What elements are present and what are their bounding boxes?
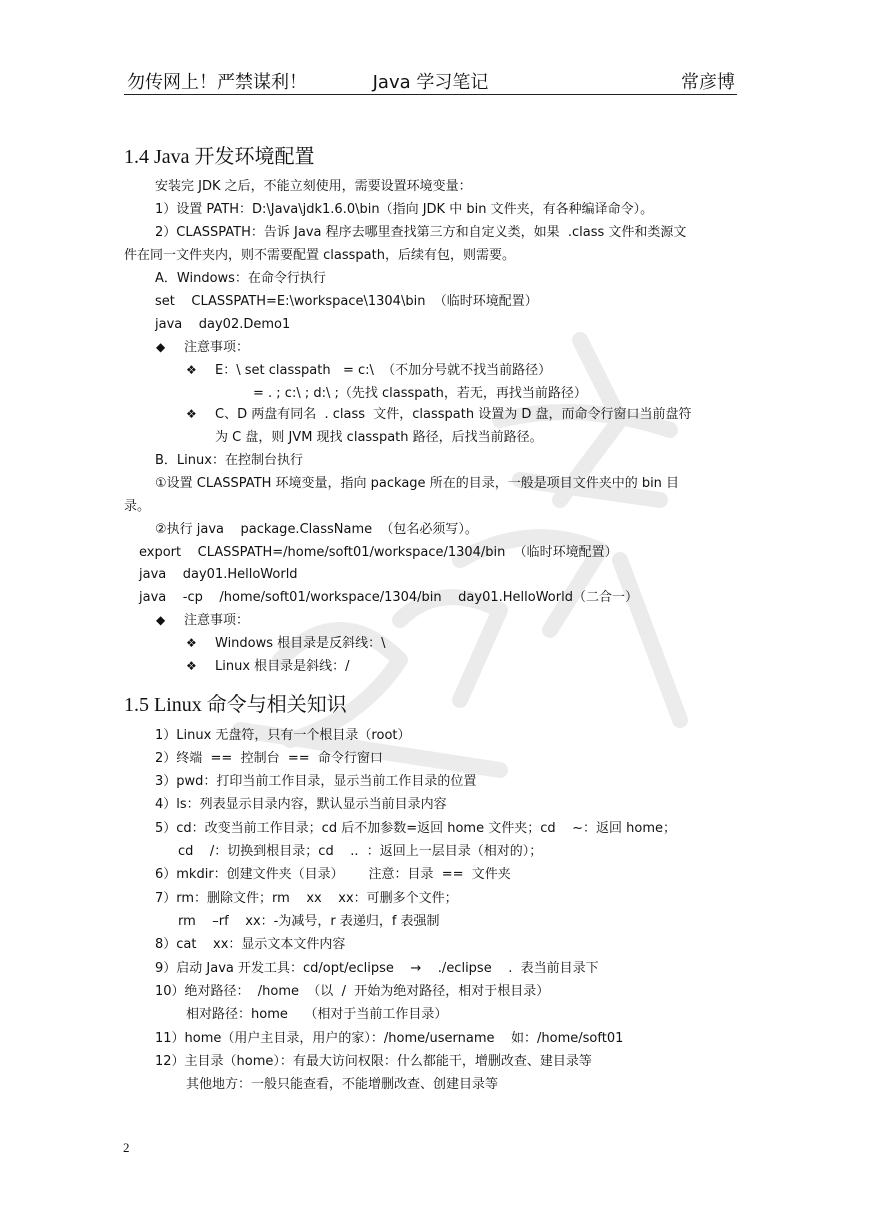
text-line: 2）CLASSPATH：告诉 Java 程序去哪里查找第三方和自定义类，如果 .class 文件和类源文 <box>155 225 687 240</box>
header-author: 常彦博 <box>681 72 735 93</box>
page-number: 2 <box>123 1140 130 1155</box>
code-line: set CLASSPATH=E:\workspace\1304\bin （临时环境配置） <box>155 294 538 309</box>
text-line: 5）cd：改变当前工作目录；cd 后不加参数=返回 home 文件夹；cd ~：返回 home； <box>155 821 677 836</box>
text-line: 9）启动 Java 开发工具：cd/opt/eclipse → ./eclipse . 表当前目录下 <box>155 961 599 976</box>
header-title: Java 学习笔记 <box>372 72 489 93</box>
text-line: 注意事项： <box>184 340 250 355</box>
code-line: java day02.Demo1 <box>155 317 291 332</box>
code-line: java -cp /home/soft01/workspace/1304/bin day01.HelloWorld（二合一） <box>139 590 638 605</box>
text-line: 为 C 盘，则 JVM 现找 classpath 路径，后找当前路径。 <box>215 430 543 445</box>
section-title-1-5: 1.5 Linux 命令与相关知识 <box>124 694 347 716</box>
text-line: C、D 两盘有同名 . class 文件，classpath 设置为 D 盘，而命令行窗口当前盘符 <box>215 407 692 422</box>
section-title-1-4: 1.4 Java 开发环境配置 <box>124 146 315 168</box>
text-line: cd /：切换到根目录；cd .. ：返回上一层目录（相对的）； <box>178 844 543 859</box>
clover-bullet-icon: ❖ <box>186 363 197 377</box>
text-line: 2）终端 == 控制台 == 命令行窗口 <box>155 751 383 766</box>
text-line: 注意事项： <box>184 613 250 628</box>
text-line: 安装完 JDK 之后，不能立刻使用，需要设置环境变量： <box>155 179 472 194</box>
diamond-bullet-icon: ◆ <box>156 340 166 354</box>
text-line: 相对路径：home （相对于当前工作目录） <box>186 1007 448 1022</box>
text-line: 10）绝对路径： /home （以 / 开始为绝对路径，相对于根目录） <box>155 984 550 999</box>
text-line: 1）Linux 无盘符，只有一个根目录（root） <box>155 728 411 743</box>
text-line: 录。 <box>124 499 151 514</box>
text-line: 7）rm：删除文件；rm xx xx：可删多个文件； <box>155 891 458 906</box>
text-line: 8）cat xx：显示文本文件内容 <box>155 937 346 952</box>
text-line: ①设置 CLASSPATH 环境变量，指向 package 所在的目录，一般是项目文件夹中的 bin 目 <box>155 476 680 491</box>
text-line: ②执行 java package.ClassName （包名必须写）。 <box>155 522 478 537</box>
text-line: Linux 根目录是斜线：/ <box>215 659 350 674</box>
text-line: rm –rf xx：-为减号，r 表递归，f 表强制 <box>178 914 440 929</box>
text-line: 1）设置 PATH：D:\Java\jdk1.6.0\bin（指向 JDK 中 bin 文件夹，有各种编译命令）。 <box>155 202 654 217</box>
page-header <box>124 64 737 95</box>
text-line: 其他地方：一般只能查看，不能增删改查、创建目录等 <box>186 1077 499 1092</box>
text-line: 6）mkdir：创建文件夹（目录） 注意：目录 == 文件夹 <box>155 867 511 882</box>
diamond-bullet-icon: ◆ <box>156 613 166 627</box>
text-line: Windows 根目录是反斜线：\ <box>215 636 386 651</box>
text-line: E：\ set classpath = c:\ （不加分号就不找当前路径） <box>215 363 552 378</box>
code-line: java day01.HelloWorld <box>139 567 298 582</box>
text-line: 4）ls：列表显示目录内容，默认显示当前目录内容 <box>155 797 447 812</box>
header-warning: 勿传网上！严禁谋利！ <box>127 72 307 93</box>
clover-bullet-icon: ❖ <box>186 407 197 421</box>
text-line: = . ; c:\ ; d:\ ;（先找 classpath，若无，再找当前路径） <box>253 386 587 401</box>
clover-bullet-icon: ❖ <box>186 659 197 673</box>
code-line: export CLASSPATH=/home/soft01/workspace/1304/bin （临时环境配置） <box>139 545 618 560</box>
text-line: 12）主目录（home）：有最大访问权限：什么都能干，增删改查、建目录等 <box>155 1054 592 1069</box>
text-line: 件在同一文件夹内，则不需要配置 classpath，后续有包，则需要。 <box>124 248 515 263</box>
text-line: 3）pwd：打印当前工作目录，显示当前工作目录的位置 <box>155 774 477 789</box>
clover-bullet-icon: ❖ <box>186 636 197 650</box>
text-line: B．Linux：在控制台执行 <box>155 453 303 468</box>
text-line: A．Windows：在命令行执行 <box>155 271 326 286</box>
text-line: 11）home（用户主目录，用户的家）：/home/username 如：/home/soft01 <box>155 1031 624 1046</box>
